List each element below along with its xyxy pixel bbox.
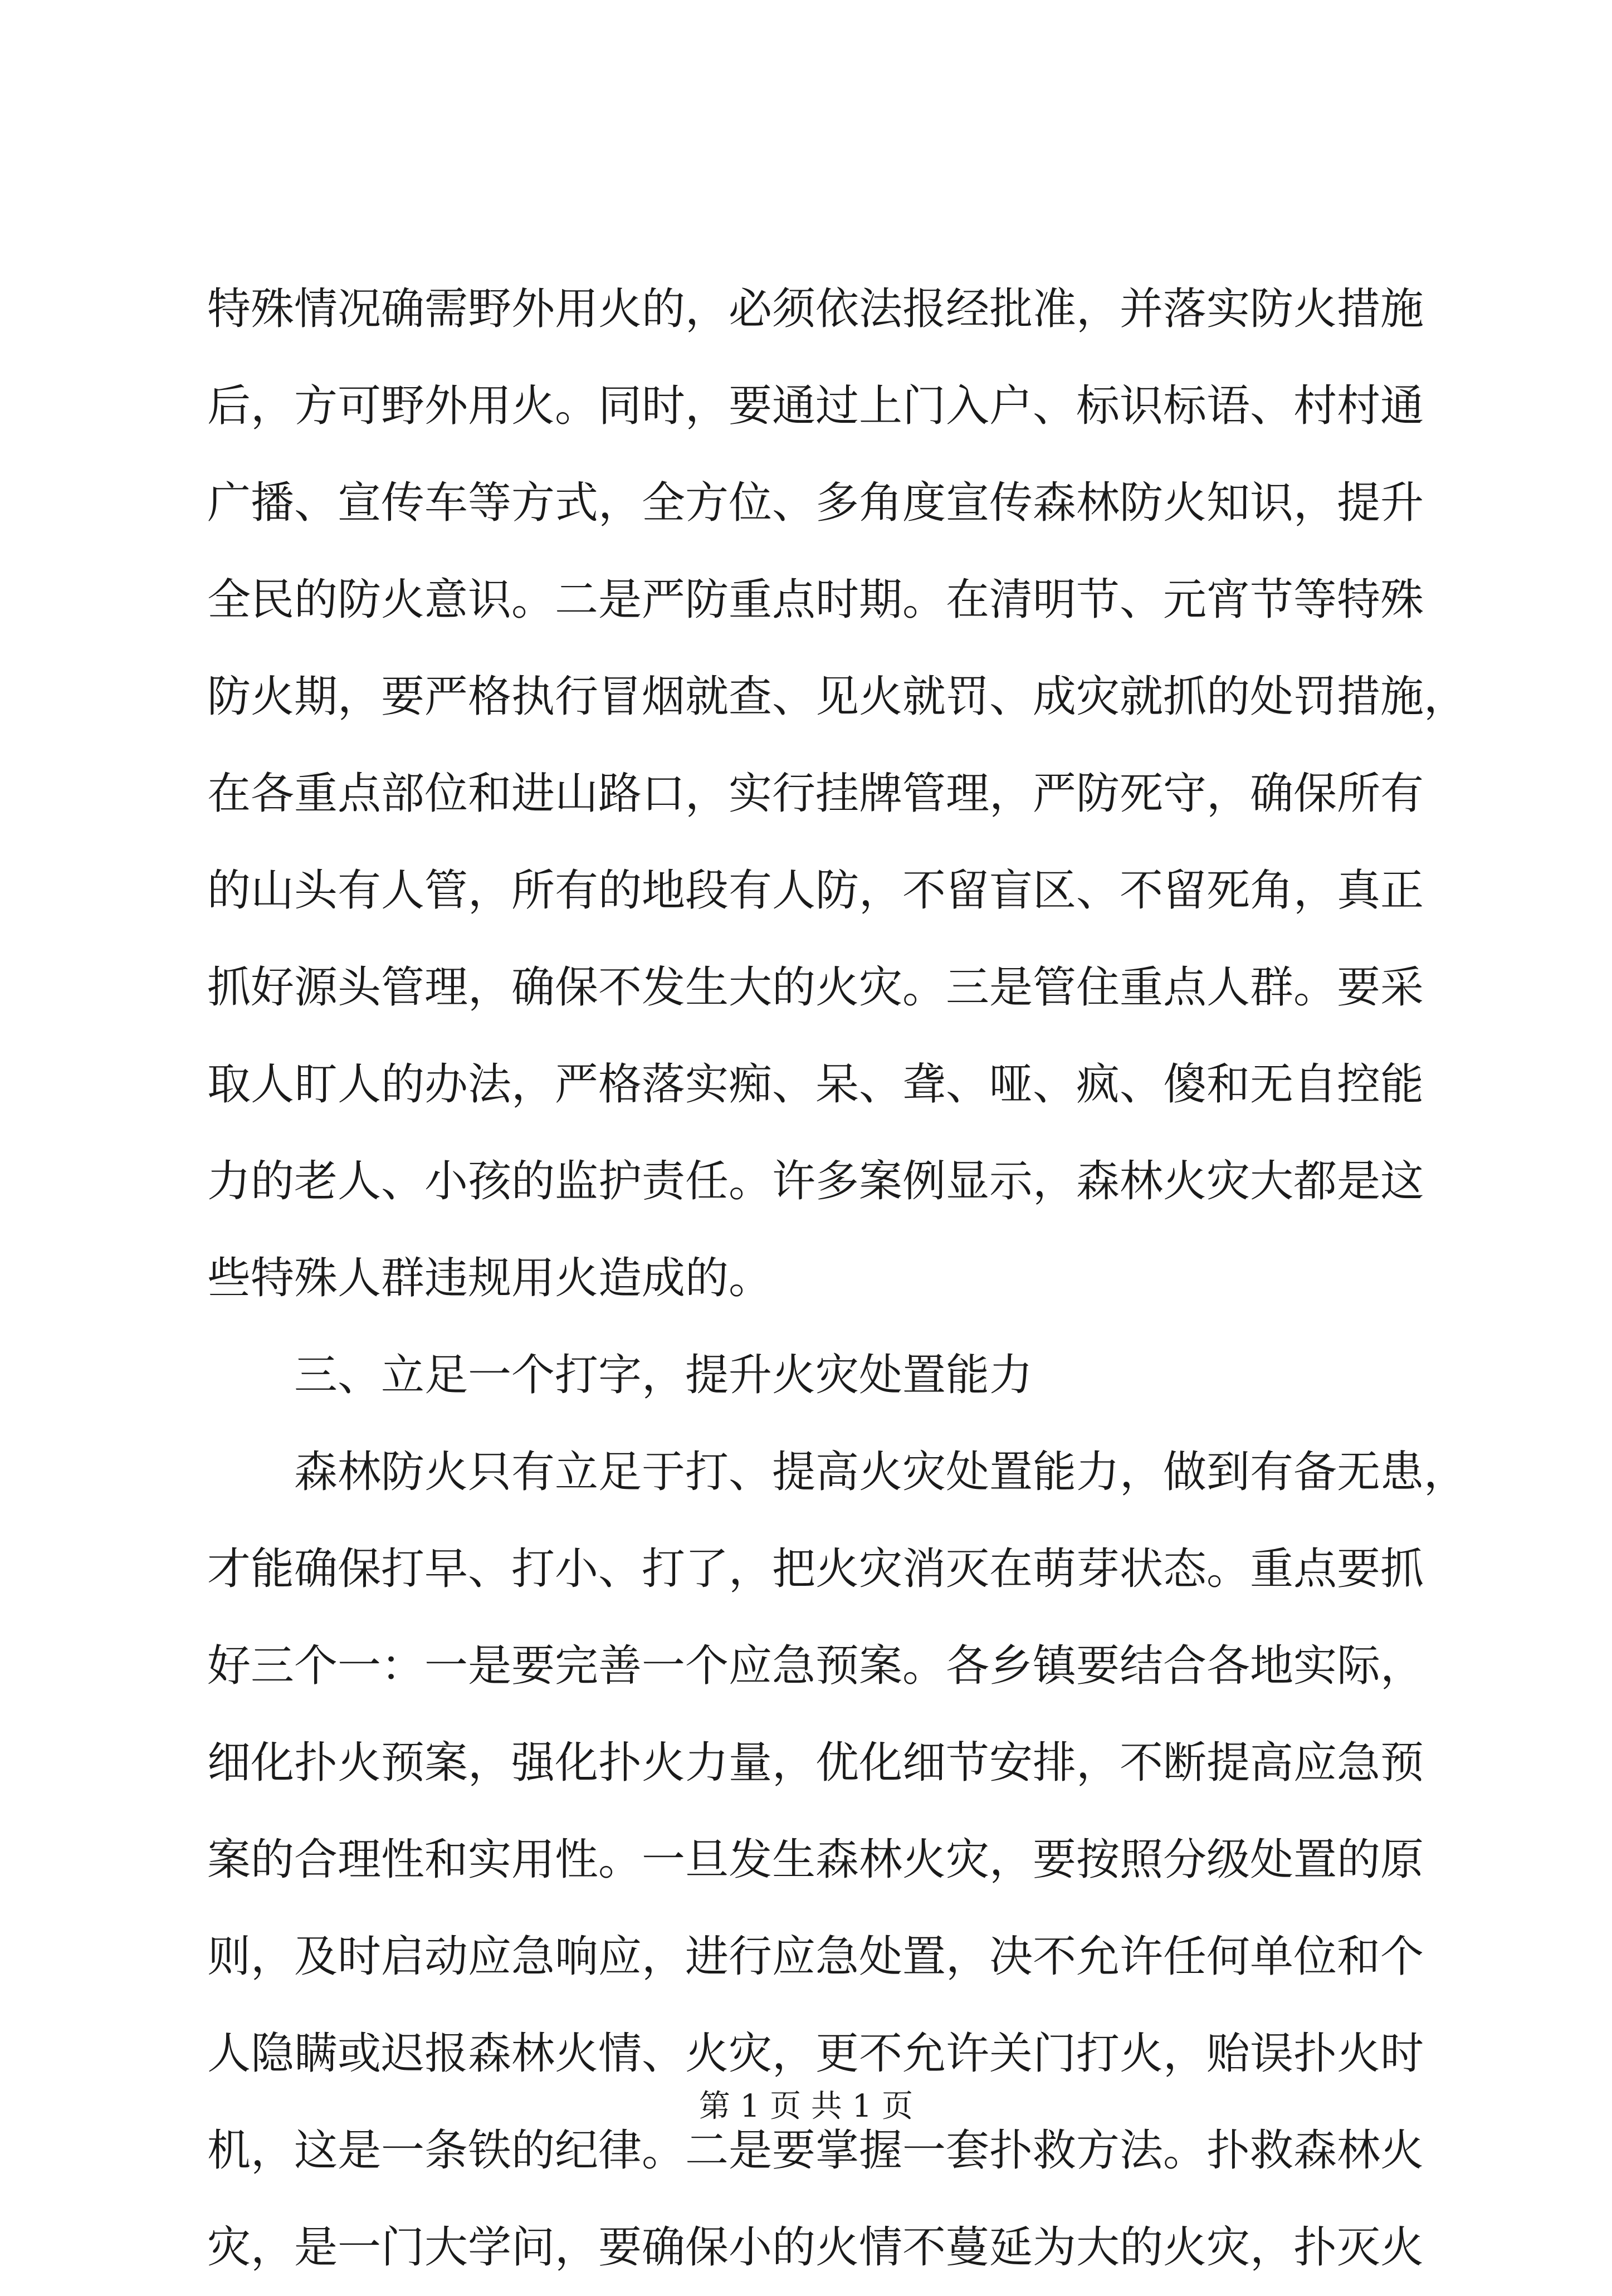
- text-line: 广播、宣传车等方式，全方位、多角度宣传森林防火知识，提升: [207, 478, 1424, 528]
- text-line: 则，及时启动应急响应，进行应急处置，决不允许任何单位和个: [207, 1932, 1424, 1982]
- text-line: 机，这是一条铁的纪律。二是要掌握一套扑救方法。扑救森林火: [207, 2126, 1424, 2176]
- text-line: 特殊情况确需野外用火的，必须依法报经批准，并落实防火措施: [207, 284, 1424, 334]
- paragraph-first-line: 森林防火只有立足于打、提高火灾处置能力，做到有备无患，: [294, 1447, 1468, 1497]
- paragraph-end-line: 些特殊人群违规用火造成的。: [207, 1253, 773, 1303]
- text-line: 后，方可野外用火。同时，要通过上门入户、标识标语、村村通: [207, 381, 1424, 431]
- text-line: 才能确保打早、打小、打了，把火灾消灭在萌芽状态。重点要抓: [207, 1544, 1424, 1594]
- text-line: 全民的防火意识。二是严防重点时期。在清明节、元宵节等特殊: [207, 575, 1424, 625]
- text-line: 防火期，要严格执行冒烟就查、见火就罚、成灾就抓的处罚措施，: [207, 672, 1468, 722]
- text-line: 案的合理性和实用性。一旦发生森林火灾，要按照分级处置的原: [207, 1835, 1424, 1885]
- text-line: 好三个一：一是要完善一个应急预案。各乡镇要结合各地实际，: [207, 1641, 1424, 1691]
- text-line: 在各重点部位和进山路口，实行挂牌管理，严防死守，确保所有: [207, 769, 1424, 819]
- text-line: 的山头有人管，所有的地段有人防，不留盲区、不留死角，真正: [207, 866, 1424, 916]
- text-line: 取人盯人的办法，严格落实痴、呆、聋、哑、疯、傻和无自控能: [207, 1059, 1424, 1110]
- text-line: 人隐瞒或迟报森林火情、火灾，更不允许关门打火，贻误扑火时: [207, 2029, 1424, 2079]
- text-line: 抓好源头管理，确保不发生大的火灾。三是管住重点人群。要采: [207, 963, 1424, 1013]
- text-line: 细化扑火预案，强化扑火力量，优化细节安排，不断提高应急预: [207, 1738, 1424, 1788]
- section-heading: 三、立足一个打字，提升火灾处置能力: [294, 1350, 1033, 1400]
- body-text: [207, 261, 1468, 2296]
- text-line: 灾，是一门大学问，要确保小的火情不蔓延为大的火灾，扑灭火: [207, 2222, 1424, 2273]
- text-line: 力的老人、小孩的监护责任。许多案例显示，森林火灾大都是这: [207, 1156, 1424, 1206]
- page-number-footer: 第 1 页 共 1 页: [698, 2088, 914, 2124]
